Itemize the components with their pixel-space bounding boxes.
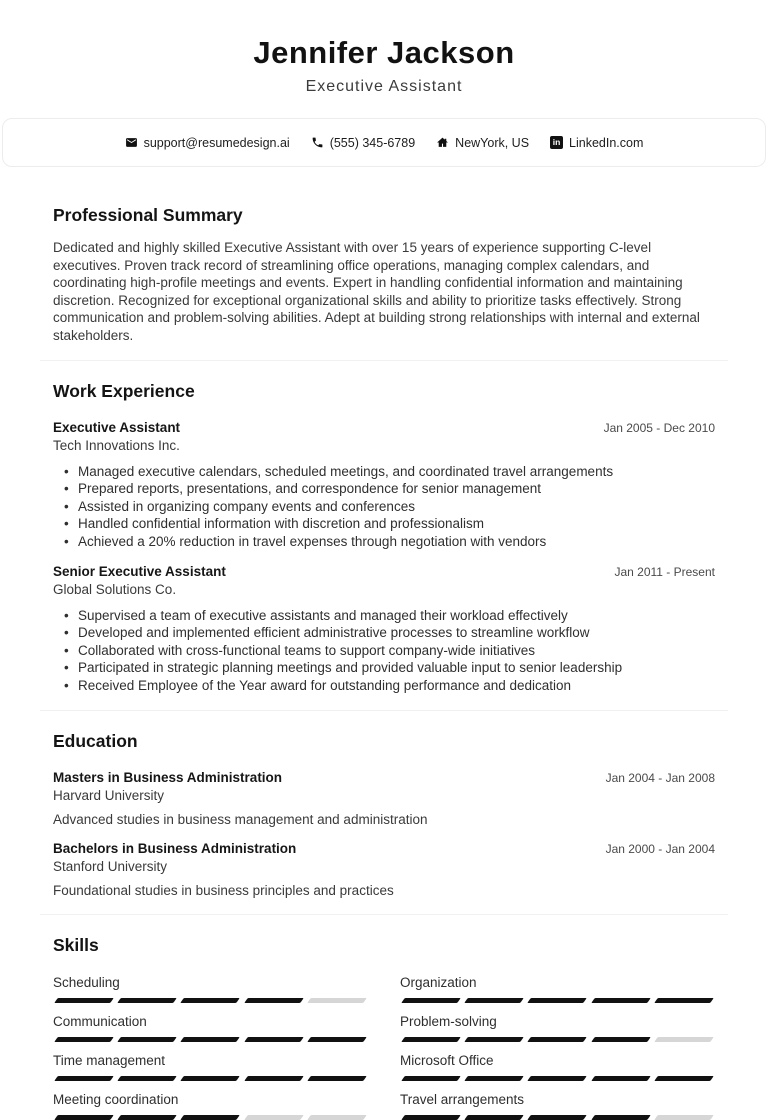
skill-segment-filled	[464, 1115, 524, 1120]
skills-container	[53, 974, 715, 1120]
entry-title-block	[53, 419, 180, 454]
education-dates: Jan 2004 - Jan 2008	[605, 770, 715, 785]
entry-header	[53, 419, 715, 454]
skill-level-bar	[400, 998, 715, 1003]
section-work-experience	[53, 381, 715, 695]
job-dates: Jan 2011 - Present	[614, 564, 715, 579]
job-dates: Jan 2005 - Dec 2010	[603, 420, 715, 435]
skill-segment-filled	[54, 998, 114, 1003]
skill-segment-filled	[654, 998, 714, 1003]
contact-phone	[311, 136, 415, 150]
linkedin-icon: in	[550, 136, 563, 149]
job-bullet: • Prepared reports, presentations, and correspondence for senior management	[53, 480, 715, 498]
skill-segment-filled	[244, 998, 304, 1003]
skill-item	[53, 974, 368, 1003]
skill-segment-filled	[401, 1115, 461, 1120]
skill-segment-filled	[528, 1115, 588, 1120]
section-skills	[53, 935, 715, 1120]
skill-segment-filled	[591, 1037, 651, 1042]
skills-section-title: Skills	[53, 934, 99, 955]
skill-segment-empty	[654, 1037, 714, 1042]
skill-item	[400, 1052, 715, 1081]
skill-item	[53, 1052, 368, 1081]
phone-icon	[311, 136, 324, 149]
job-company: Global Solutions Co.	[53, 581, 177, 597]
entry-header	[53, 840, 715, 875]
page-title: Jennifer Jackson	[253, 35, 515, 70]
skill-item	[53, 1013, 368, 1042]
skill-segment-filled	[528, 998, 588, 1003]
section-divider	[40, 360, 728, 361]
skill-segment-filled	[181, 998, 241, 1003]
skill-segment-filled	[528, 1076, 588, 1081]
job-role: Senior Executive Assistant	[53, 563, 226, 579]
job-bullet: • Participated in strategic planning meetings and provided valuable input to senior leadership	[53, 659, 715, 677]
skill-segment-filled	[181, 1076, 241, 1081]
skill-segment-empty	[244, 1115, 304, 1120]
skill-segment-filled	[591, 1076, 651, 1081]
skill-segment-filled	[591, 1115, 651, 1120]
section-education	[53, 731, 715, 899]
education-entry	[53, 840, 715, 899]
job-bullet: • Achieved a 20% reduction in travel expenses through negotiation with vendors	[53, 533, 715, 551]
skill-item	[400, 1013, 715, 1042]
skill-level-bar	[400, 1115, 715, 1120]
skill-segment-filled	[117, 998, 177, 1003]
skill-segment-filled	[117, 1037, 177, 1042]
skill-label: Meeting coordination	[53, 1091, 179, 1107]
job-bullet-list	[53, 607, 715, 695]
job-bullet: • Assisted in organizing company events and conferences	[53, 498, 715, 516]
skill-level-bar	[400, 1037, 715, 1042]
education-degree: Masters in Business Administration	[53, 769, 283, 785]
skill-segment-empty	[307, 998, 367, 1003]
skill-label: Scheduling	[53, 974, 120, 990]
skill-segment-empty	[654, 1115, 714, 1120]
entry-title-block	[53, 769, 282, 804]
work-experience-entry	[53, 563, 715, 695]
job-role: Executive Assistant	[53, 419, 181, 435]
education-description: Advanced studies in business management and administration	[53, 811, 428, 827]
contact-location	[436, 136, 529, 150]
contact-linkedin	[550, 136, 643, 150]
job-bullet-list	[53, 463, 715, 551]
experience-section-title: Work Experience	[53, 380, 195, 401]
skill-item	[400, 1091, 715, 1120]
skill-segment-filled	[54, 1115, 114, 1120]
skill-label: Problem-solving	[400, 1013, 497, 1029]
job-bullet: • Supervised a team of executive assistants and managed their workload effectively	[53, 607, 715, 625]
education-section-title: Education	[53, 730, 138, 751]
contact-location-text: NewYork, US	[455, 135, 530, 150]
skill-label: Organization	[400, 974, 477, 990]
skill-label: Travel arrangements	[400, 1091, 525, 1107]
skill-segment-filled	[464, 1037, 524, 1042]
section-divider	[40, 710, 728, 711]
summary-section-title: Professional Summary	[53, 205, 243, 225]
entry-header	[53, 769, 715, 804]
skill-segment-filled	[181, 1115, 241, 1120]
education-dates: Jan 2000 - Jan 2004	[605, 841, 715, 856]
contact-email-text: support@resumedesign.ai	[143, 135, 290, 150]
skill-segment-filled	[307, 1037, 367, 1042]
education-school: Harvard University	[53, 787, 165, 803]
entry-title-block	[53, 840, 296, 875]
skill-segment-filled	[401, 998, 461, 1003]
skill-level-bar	[53, 1115, 368, 1120]
skill-segment-filled	[654, 1076, 714, 1081]
home-icon	[436, 136, 449, 149]
contact-linkedin-text: LinkedIn.com	[569, 135, 644, 150]
skill-segment-filled	[54, 1076, 114, 1081]
job-bullet: • Developed and implemented efficient administrative processes to streamline workflow	[53, 624, 715, 642]
skill-level-bar	[53, 1076, 368, 1081]
contact-bar	[2, 118, 766, 167]
work-experience-entry	[53, 419, 715, 551]
contact-email	[125, 136, 290, 150]
skill-segment-filled	[591, 998, 651, 1003]
skill-segment-filled	[464, 998, 524, 1003]
entry-header	[53, 563, 715, 598]
job-title-subtitle: Executive Assistant	[305, 78, 463, 95]
resume-body	[0, 205, 768, 1120]
skill-segment-filled	[244, 1076, 304, 1081]
skill-segment-filled	[117, 1115, 177, 1120]
education-degree: Bachelors in Business Administration	[53, 840, 297, 856]
email-icon	[125, 136, 138, 149]
skill-level-bar	[53, 998, 368, 1003]
education-container	[53, 769, 715, 899]
skill-segment-filled	[401, 1076, 461, 1081]
section-divider	[40, 914, 728, 915]
skill-level-bar	[53, 1037, 368, 1042]
section-professional-summary	[53, 205, 715, 345]
education-entry	[53, 769, 715, 828]
job-bullet: • Received Employee of the Year award for outstanding performance and dedication	[53, 677, 715, 695]
skill-item	[53, 1091, 368, 1120]
skill-segment-filled	[181, 1037, 241, 1042]
skill-segment-filled	[307, 1076, 367, 1081]
skill-label: Microsoft Office	[400, 1052, 494, 1068]
skill-level-bar	[400, 1076, 715, 1081]
summary-text: Dedicated and highly skilled Executive Assistant with over 15 years of experience supporting C-level executives. Proven track record of streamlining office operations, managing complex calendars, and coordinating high-profile meetings and events. Expert in handling confidential information and maintaining discretion. Recognized for exceptional organizational skills and ability to prioritize tasks effectively. Strong communication and problem-solving abilities. Adept at building strong relationships with internal and external stakeholders.	[53, 240, 700, 343]
job-company: Tech Innovations Inc.	[53, 437, 180, 453]
skill-segment-filled	[401, 1037, 461, 1042]
entry-title-block	[53, 563, 226, 598]
job-bullet: • Managed executive calendars, scheduled meetings, and coordinated travel arrangements	[53, 463, 715, 481]
skill-segment-filled	[528, 1037, 588, 1042]
skill-item	[400, 974, 715, 1003]
skill-segment-filled	[54, 1037, 114, 1042]
skill-segment-empty	[307, 1115, 367, 1120]
skill-label: Time management	[53, 1052, 166, 1068]
contact-phone-text: (555) 345-6789	[329, 135, 416, 150]
resume-header	[0, 0, 768, 96]
jobs-container	[53, 419, 715, 695]
skill-label: Communication	[53, 1013, 147, 1029]
skill-segment-filled	[117, 1076, 177, 1081]
education-school: Stanford University	[53, 858, 168, 874]
skill-segment-filled	[244, 1037, 304, 1042]
education-description: Foundational studies in business principles and practices	[53, 882, 394, 898]
skill-segment-filled	[464, 1076, 524, 1081]
job-bullet: • Collaborated with cross-functional teams to support company-wide initiatives	[53, 642, 715, 660]
job-bullet: • Handled confidential information with discretion and professionalism	[53, 515, 715, 533]
